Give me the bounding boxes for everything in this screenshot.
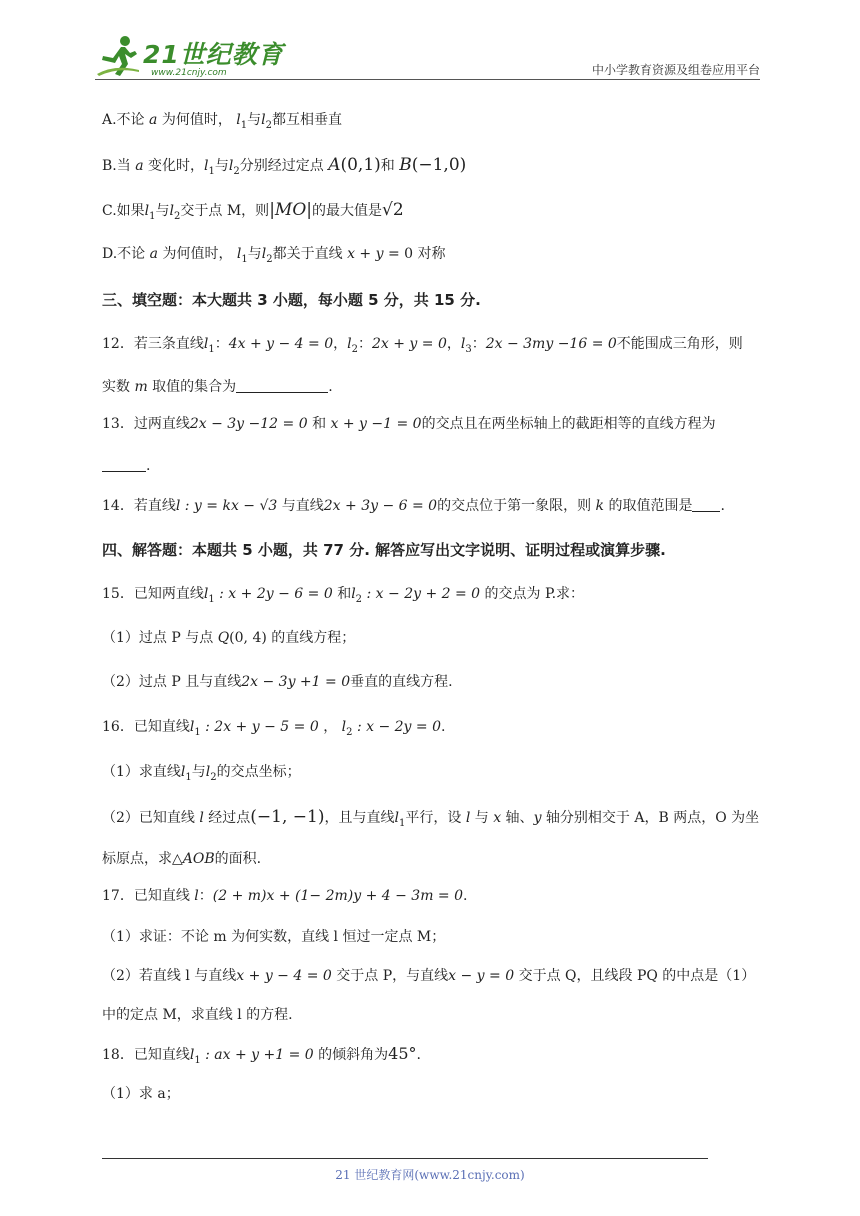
q12-line1: 12．若三条直线$l_1$：4x + y − 4 = 0，$l_2$：2x + y = 0，$l_3$：2x − 3my −16 = 0不能围成三角形，则 — [102, 336, 743, 355]
q17-part2-line2: 中的定点 M，求直线 l 的方程. — [102, 1007, 293, 1023]
section-fill-in: 三、填空题：本大题共 3 小题，每小题 5 分，共 15 分. — [102, 291, 481, 309]
answer-blank[interactable] — [102, 457, 146, 472]
q13-line1: 13．过两直线2x − 3y −12 = 0 和 x + y −1 = 0的交点且在两坐标轴上的截距相等的直线方程为 — [102, 416, 716, 432]
q17: 17．已知直线 l：(2 + m)x + (1− 2m)y + 4 − 3m = 0. — [102, 888, 468, 904]
q18-part1: （1）求 a； — [102, 1086, 180, 1102]
q14: 14．若直线l : y = kx − √3 与直线2x + 3y − 6 = 0的交点位于第一象限，则 k 的取值范围是 . — [102, 498, 725, 514]
q16: 16．已知直线$l_1$ : 2x + y − 5 = 0 ， $l_2$ : x − 2y = 0. — [102, 719, 446, 738]
section-answer: 四、解答题：本题共 5 小题，共 77 分. 解答应写出文字说明、证明过程或演算步骤. — [102, 541, 666, 559]
logo — [95, 34, 284, 78]
logo-text: 21世纪教育 — [143, 40, 284, 69]
answer-blank[interactable] — [236, 378, 328, 393]
q15-part2: （2）过点 P 且与直线2x − 3y +1 = 0垂直的直线方程. — [102, 674, 453, 690]
q16-part1: （1）求直线$l_1$与$l_2$的交点坐标； — [102, 764, 301, 783]
q16-part2-line2: 标原点，求△AOB的面积. — [102, 851, 262, 867]
option-d: D.不论 a 为何值时， $l_1$与$l_2$都关于直线 x + y = 0 对称 — [102, 246, 446, 265]
answer-blank[interactable] — [692, 497, 720, 512]
q17-part2-line1: （2）若直线 l 与直线x + y − 4 = 0 交于点 P，与直线x − y = 0 交于点 Q，且线段 PQ 的中点是（1） — [102, 968, 756, 984]
option-a: A.不论 a 为何值时， $l_1$与$l_2$都互相垂直 — [102, 112, 342, 131]
runner-logo-icon — [95, 34, 141, 78]
q15: 15．已知两直线$l_1$ : x + 2y − 6 = 0 和$l_2$ : x − 2y + 2 = 0 的交点为 P.求： — [102, 586, 585, 605]
q12-line2: 实数 m 取值的集合为 . — [102, 379, 333, 395]
footer-divider — [102, 1158, 708, 1159]
option-c: C.如果$l_1$与$l_2$交于点 M，则|MO|的最大值是√2 — [102, 200, 404, 222]
q15-part1: （1）过点 P 与点 Q(0, 4) 的直线方程； — [102, 630, 356, 646]
q18: 18．已知直线$l_1$ : ax + y +1 = 0 的倾斜角为45°. — [102, 1044, 421, 1066]
q17-part1: （1）求证：不论 m 为何实数，直线 l 恒过一定点 M； — [102, 929, 446, 945]
page-header — [95, 30, 760, 82]
header-divider — [95, 79, 760, 80]
platform-name: 中小学教育资源及组卷应用平台 — [591, 63, 760, 77]
q13-line2: . — [102, 456, 150, 476]
option-b: B.当 a 变化时，$l_1$与$l_2$分别经过定点 A(0,1)和 B(−1,0) — [102, 155, 467, 177]
logo-url: www.21cnjy.com — [151, 68, 227, 78]
q16-part2-line1: （2）已知直线 l 经过点(−1, −1)，且与直线$l_1$平行，设 l 与 x 轴、y 轴分别相交于 A，B 两点，O 为坐 — [102, 807, 760, 829]
footer-link[interactable]: 21 世纪教育网(www.21cnjy.com) — [335, 1168, 525, 1182]
